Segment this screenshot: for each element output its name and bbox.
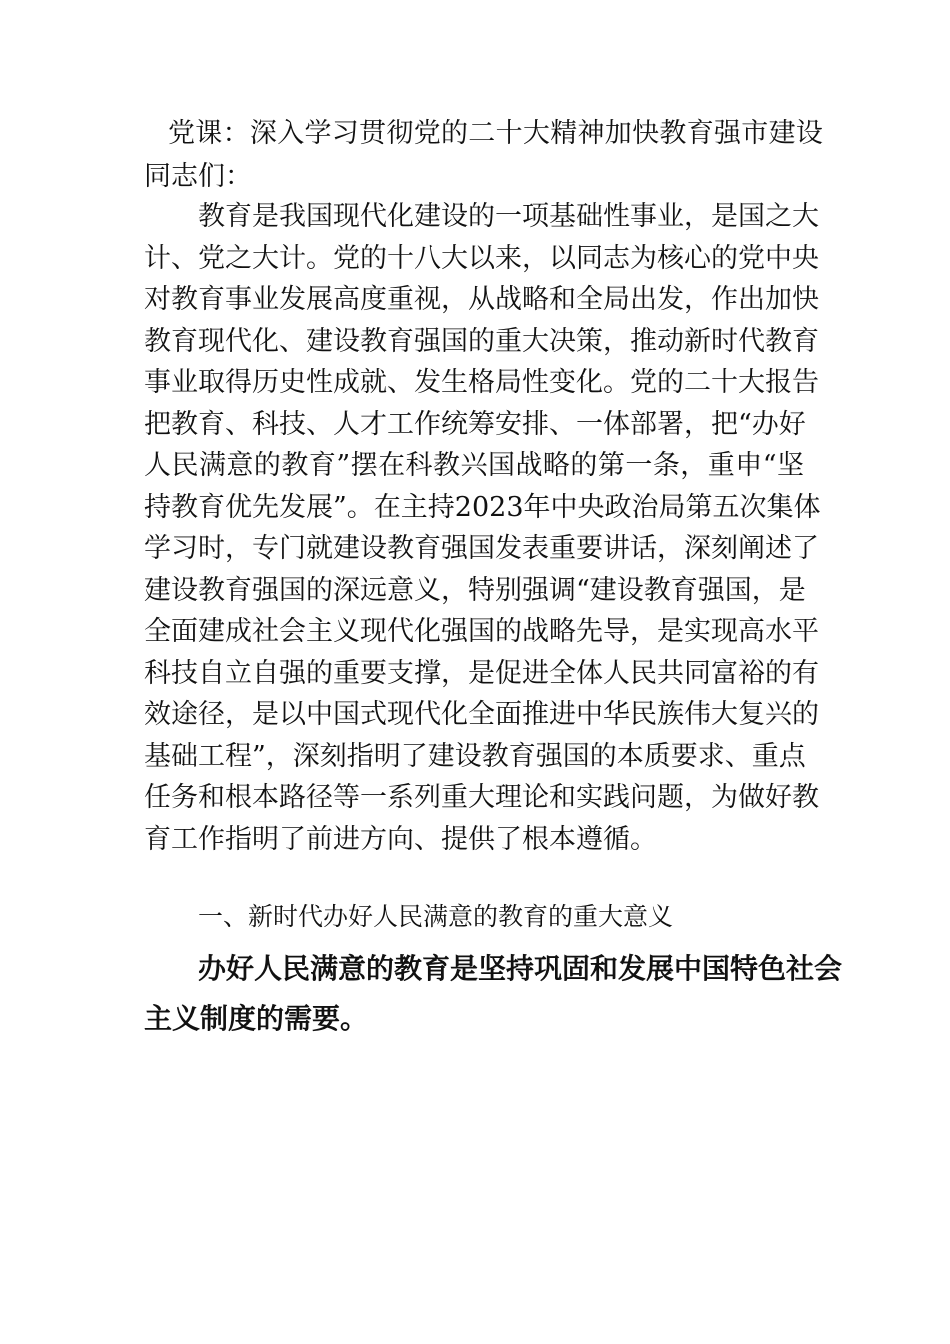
bold-line: 办好人民满意的教育是坚持巩固和发展中国特色社会 [198,952,843,985]
paragraph-line: 学习时，专门就建设教育强国发表重要讲话，深刻阐述了 [144,533,819,564]
paragraph-line: 人民满意的教育”摆在科教兴国战略的第一条，重申“坚 [144,450,804,481]
paragraph-line: 科技自立自强的重要支撑，是促进全体人民共同富裕的有 [144,657,819,689]
body-paragraph [144,196,821,860]
paragraph-line: 效途径，是以中国式现代化全面推进中华民族伟大复兴的 [144,699,819,730]
section-heading: 一、新时代办好人民满意的教育的重大意义 [198,902,674,931]
document-title: 党课：深入学习贯彻党的二十大精神加快教育强市建设 [168,118,824,149]
bold-line: 主义制度的需要。 [144,1002,369,1035]
paragraph-line: 计、党之大计。党的十八大以来，以同志为核心的党中央 [144,242,819,274]
salutation: 同志们： [144,161,252,192]
paragraph-line: 对教育事业发展高度重视，从战略和全局出发，作出加快 [144,284,819,315]
paragraph-line: 把教育、科技、人才工作统筹安排、一体部署，把“办好 [144,408,806,440]
paragraph-line: 育工作指明了前进方向、提供了根本遵循。 [144,823,657,855]
paragraph-line: 持教育优先发展”。在主持2023年中央政治局第五次集体 [144,491,821,523]
paragraph-line: 基础工程”，深刻指明了建设教育强国的本质要求、重点 [144,740,806,772]
paragraph-line: 建设教育强国的深远意义，特别强调“建设教育强国，是 [144,574,806,606]
paragraph-line: 事业取得历史性成就、发生格局性变化。党的二十大报告 [144,367,819,398]
paragraph-line: 任务和根本路径等一系列重大理论和实践问题，为做好教 [144,782,819,813]
paragraph-line: 全面建成社会主义现代化强国的战略先导，是实现高水平 [144,616,819,647]
paragraph-line: 教育现代化、建设教育强国的重大决策，推动新时代教育 [144,325,819,357]
bold-paragraph [144,944,843,1044]
paragraph-line: 教育是我国现代化建设的一项基础性事业，是国之大 [198,201,819,232]
